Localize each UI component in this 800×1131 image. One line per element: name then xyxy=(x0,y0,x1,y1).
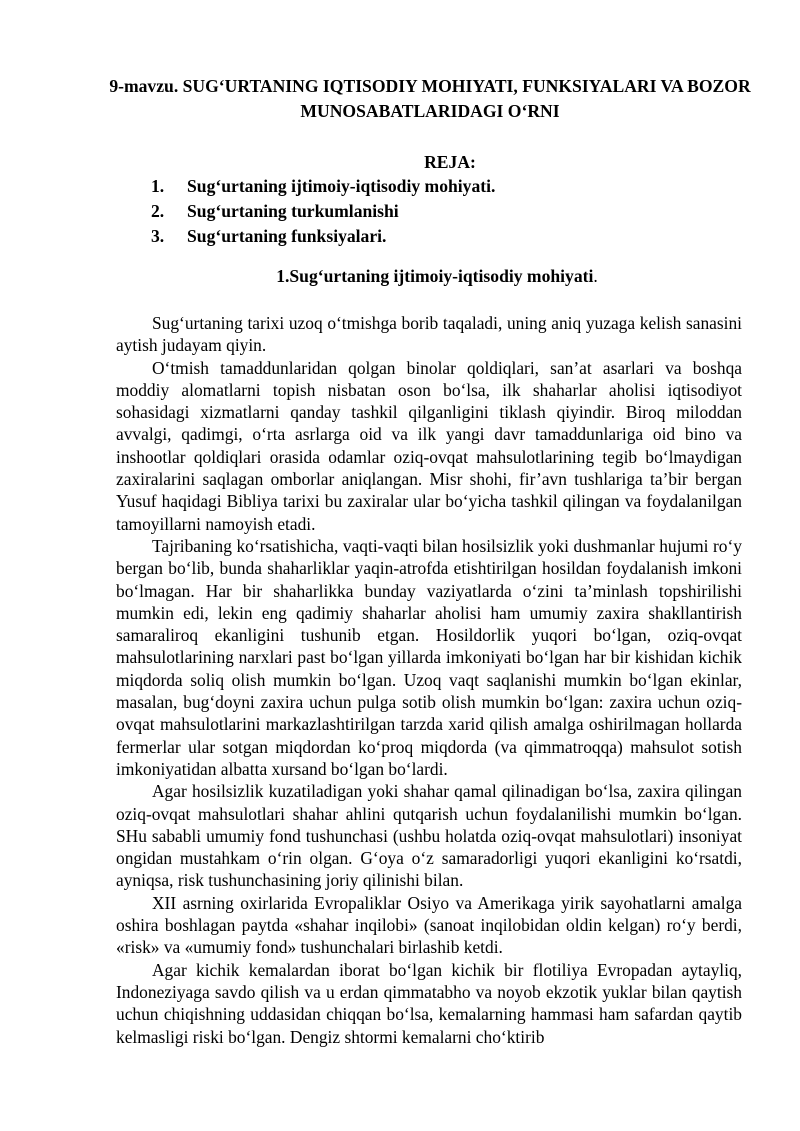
plan-item-number: 3. xyxy=(151,226,165,246)
plan-list xyxy=(0,174,800,249)
plan-item-text: Sug‘urtaning funksiyalari. xyxy=(187,226,387,246)
paragraph: Agar hosilsizlik kuzatiladigan yoki shahar qamal qilinadigan bo‘lsa, zaxira qilingan oziq-ovqat mahsulotlari shahar ahlini qutqarish uchun foydalanilishi mumkin bo‘lgan. SHu sababli umumiy fond tushunchasi (ushbu holatda oziq-ovqat mahsulotlari) insoniyat ongidan mustahkam o‘rin olgan. G‘oya o‘z samaradorligi yuqori ekanligini ko‘rsatdi, ayniqsa, risk tushunchasining joriy qilinishi bilan. xyxy=(116,781,742,891)
plan-item-number: 1. xyxy=(151,176,165,196)
document-title: 9-mavzu. SUG‘URTANING IQTISODIY MOHIYATI, FUNKSIYALARI VA BOZOR MUNOSABATLARIDAGI O‘RNI xyxy=(109,76,751,121)
plan-item-number: 2. xyxy=(151,201,165,221)
plan-item-text: Sug‘urtaning turkumlanishi xyxy=(187,201,399,221)
section-title-period: . xyxy=(593,266,598,286)
section-title: 1.Sug‘urtaning ijtimoiy-iqtisodiy mohiyati xyxy=(276,266,594,286)
plan-item-text: Sug‘urtaning ijtimoiy-iqtisodiy mohiyati. xyxy=(187,176,496,196)
plan-item xyxy=(0,224,800,249)
body-text xyxy=(116,312,742,1048)
paragraph: Agar kichik kemalardan iborat bo‘lgan kichik bir flotiliya Evropadan aytayliq, Indoneziyaga savdo qilish va u erdan qimmatabho va noyob ekzotik yuklar bilan qaytish uchun chiqishning uddasidan chiqqan bo‘lsa, kemalarning hammasi ham safardan qaytib kelmasligi riski bo‘lgan. Dengiz shtormi kemalarni cho‘ktirib xyxy=(116,959,742,1047)
paragraph: Sug‘urtaning tarixi uzoq o‘tmishga borib taqaladi, uning aniq yuzaga kelish sanasini aytish judayam qiyin. xyxy=(116,313,742,356)
section-heading xyxy=(90,264,770,289)
plan-heading: REJA: xyxy=(424,152,476,172)
paragraph: O‘tmish tamaddunlaridan qolgan binolar qoldiqlari, san’at asarlari va boshqa moddiy alomatlarni topish nisbatan oson bo‘lsa, ilk shaharlar aholisi iqtisodiyot sohasidagi xizmatlarni qanday tashkil qilganligini tiklash qiyindir. Biroq miloddan avvalgi, qadimgi, o‘rta asrlarga oid va ilk yangi davr tamaddunlariga oid bino va inshootlar qoldiqlari orasida odamlar oziq-ovqat mahsulotlarining tegib bo‘lmaydigan zaxiralarini saqlagan omborlar aniqlangan. Misr shohi, fir’avn tushlariga ta’bir bergan Yusuf haqidagi Bibliya tarixi bu zaxiralar ular bo‘yicha tashkil qilingan va foydalanilgan tamoyillarni namoyish etadi. xyxy=(116,357,742,534)
plan-item xyxy=(0,199,800,224)
paragraph: Tajribaning ko‘rsatishicha, vaqti-vaqti bilan hosilsizlik yoki dushmanlar hujumi ro‘y bergan bo‘lib, bunda shaharliklar yaqin-atrofda etishtirilgan hosildan foydalanish imkoni bo‘lmagan. Har bir shaharlikka bunday vaziyatlarda o‘zini ta’minlash topshirilishi mumkin edi, lekin eng qadimiy shaharlar aholisi ham umumiy zaxira shakllantirish samaraliroq ekanligini tushunib etgan. Hosildorlik yuqori bo‘lgan, oziq-ovqat mahsulotlarining narxlari past bo‘lgan yillarda imkoniyati bo‘lgan har bir kishidan kichik miqdorda soliq olish mumkin bo‘lgan. Uzoq vaqt saqlanishi mumkin bo‘lgan ekinlar, masalan, bug‘doyni zaxira uchun pulga sotib olish mumkin bo‘lgan: zaxira uchun oziq-ovqat mahsulotlarini markazlashtirilgan tarzda xarid qilish amalga oshirilmagan hollarda fermerlar ular sotgan miqdordan ko‘proq miqdorda (va qimmatroqqa) mahsulot sotish imkoniyatidan albatta xursand bo‘lgan bo‘lardi. xyxy=(116,535,742,779)
plan-item xyxy=(0,174,800,199)
paragraph: XII asrning oxirlarida Evropaliklar Osiyo va Amerikaga yirik sayohatlarni amalga oshira boshlagan paytda «shahar inqilobi» (sanoat inqilobidan oldin kelgan) ro‘y berdi, «risk» va «umumiy fond» tushunchalari birlashib ketdi. xyxy=(116,892,742,958)
